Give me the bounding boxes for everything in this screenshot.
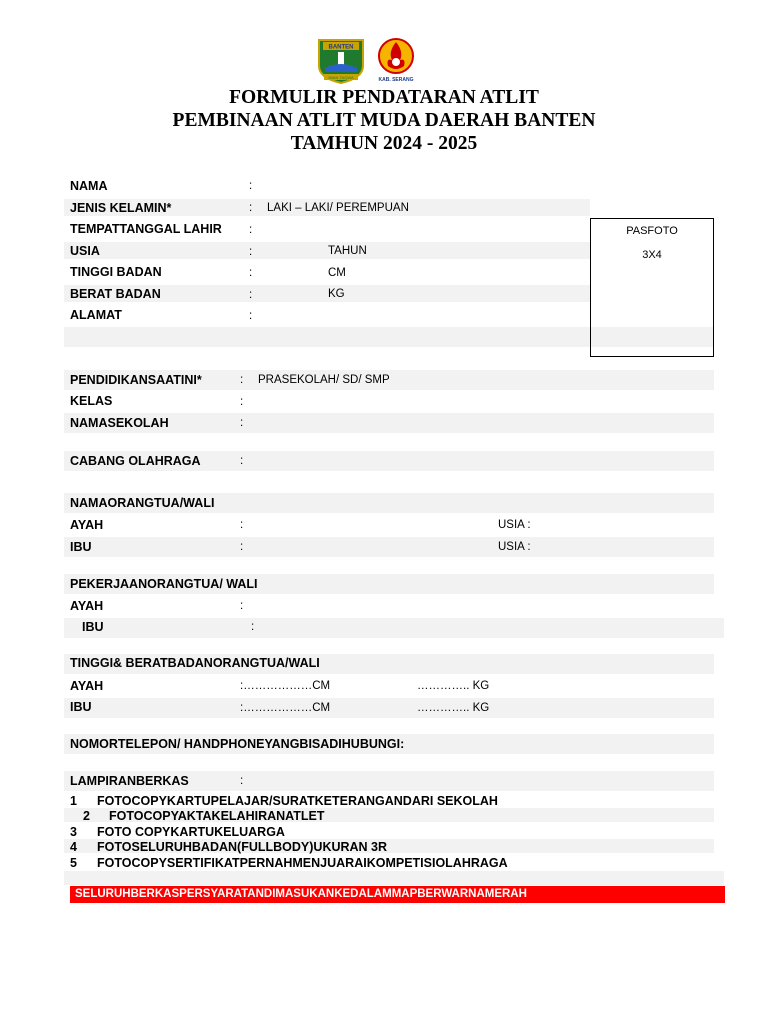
label-ayah: AYAH (70, 518, 104, 532)
label-usia-ayah[interactable]: USIA : (498, 519, 531, 531)
colon-kelas[interactable]: : (240, 396, 244, 408)
attachment-num-3: 3 (70, 825, 77, 839)
colon-nama[interactable]: : (249, 180, 253, 192)
attachment-item-2: FOTOCOPYAKTAKELAHIRANATLET (109, 809, 325, 823)
label-nomor-telepon: NOMORTELEPON/ HANDPHONEYANGBISADIHUBUNGI: (70, 737, 405, 751)
label-body-ayah: AYAH (70, 679, 104, 693)
heading-pekerjaan: PEKERJAANORANGTUA/ WALI (70, 577, 258, 591)
label-cabang-olahraga: CABANG OLAHRAGA (70, 454, 201, 468)
colon-ttl[interactable]: : (249, 224, 253, 236)
notice-text: SELURUHBERKASPERSYARATANDIMASUKANKEDALAMMAPBERWARNAMERAH (75, 888, 527, 900)
label-nama: NAMA (70, 179, 108, 193)
unit-usia[interactable]: TAHUN (328, 245, 367, 257)
colon-tinggi: : (249, 267, 253, 279)
unit-berat[interactable]: KG (328, 288, 345, 300)
pasfoto-label: PASFOTO (626, 225, 678, 237)
label-jenis-kelamin: JENIS KELAMIN* (70, 201, 172, 215)
colon-ibu[interactable]: : (240, 541, 244, 553)
pasfoto-size: 3X4 (642, 249, 662, 261)
label-pekerjaan-ibu: IBU (82, 620, 104, 634)
field-cm-ibu[interactable]: :………………CM (240, 702, 331, 714)
label-ttl: TEMPATTANGGAL LAHIR (70, 222, 222, 236)
label-berat: BERAT BADAN (70, 287, 161, 301)
heading-nama-orangtua: NAMAORANGTUA/WALI (70, 496, 215, 510)
koni-logo-text: KAB. SERANG (378, 77, 414, 83)
row-band-jobs-ibu (64, 618, 724, 638)
attachment-num-1: 1 (70, 794, 77, 808)
colon-nama-sekolah[interactable]: : (240, 417, 244, 429)
row-band-body-ibu (64, 698, 714, 718)
label-pendidikan: PENDIDIKANSAATINI* (70, 373, 202, 387)
pasfoto-box[interactable] (590, 218, 714, 357)
form-subtitle: PEMBINAAN ATLIT MUDA DAERAH BANTEN (172, 110, 596, 131)
heading-tinggi-berat: TINGGI& BERATBADANORANGTUA/WALI (70, 656, 320, 670)
label-body-ibu: IBU (70, 700, 92, 714)
row-band-blank-2 (64, 871, 724, 885)
label-kelas: KELAS (70, 394, 113, 408)
label-alamat: ALAMAT (70, 308, 122, 322)
field-kg-ayah[interactable]: ………….. KG (417, 680, 490, 692)
attachment-num-5: 5 (70, 856, 77, 870)
heading-lampiran: LAMPIRANBERKAS (70, 774, 189, 788)
colon-lampiran: : (240, 775, 244, 787)
colon-pekerjaan-ayah[interactable]: : (240, 600, 244, 612)
attachment-item-1: FOTOCOPYKARTUPELAJAR/SURATKETERANGANDARI SEKOLAH (97, 794, 498, 808)
row-band-parents-ibu (64, 537, 714, 557)
colon-pendidikan: : (240, 374, 244, 386)
attachment-num-4: 4 (70, 840, 77, 854)
field-cm-ayah[interactable]: :………………CM (240, 680, 331, 692)
banten-logo (315, 36, 367, 84)
colon-cabang[interactable]: : (240, 455, 244, 467)
label-usia-ibu[interactable]: USIA : (498, 541, 531, 553)
attachment-item-5: FOTOCOPYSERTIFIKATPERNAHMENJUARAIKOMPETISIOLAHRAGA (97, 856, 508, 870)
banten-logo-motto: IMAN TAQWA (328, 75, 354, 80)
row-band-usia (64, 242, 590, 259)
colon-usia: : (249, 246, 253, 258)
label-nama-sekolah: NAMASEKOLAH (70, 416, 169, 430)
form-title: FORMULIR PENDATARAN ATLIT (229, 87, 539, 108)
form-year: TAMHUN 2024 - 2025 (290, 133, 478, 154)
attachment-item-3: FOTO COPYKARTUKELUARGA (97, 825, 285, 839)
value-pendidikan[interactable]: PRASEKOLAH/ SD/ SMP (258, 374, 390, 386)
colon-pekerjaan-ibu[interactable]: : (251, 621, 255, 633)
attachment-item-4: FOTOSELURUHBADAN(FULLBODY)UKURAN 3R (97, 840, 388, 854)
colon-alamat[interactable]: : (249, 310, 253, 322)
unit-tinggi[interactable]: CM (328, 267, 346, 279)
label-usia: USIA (70, 244, 100, 258)
attachment-num-2: 2 (83, 809, 90, 823)
colon-ayah[interactable]: : (240, 519, 244, 531)
banten-logo-text: BANTEN (328, 44, 354, 51)
koni-serang-logo (370, 36, 422, 84)
label-pekerjaan-ayah: AYAH (70, 599, 104, 613)
value-jenis-kelamin[interactable]: LAKI – LAKI/ PEREMPUAN (267, 202, 409, 214)
colon-berat: : (249, 289, 253, 301)
field-kg-ibu[interactable]: ………….. KG (417, 702, 490, 714)
label-ibu: IBU (70, 540, 92, 554)
colon-jenis-kelamin: : (249, 202, 253, 214)
label-tinggi: TINGGI BADAN (70, 265, 162, 279)
